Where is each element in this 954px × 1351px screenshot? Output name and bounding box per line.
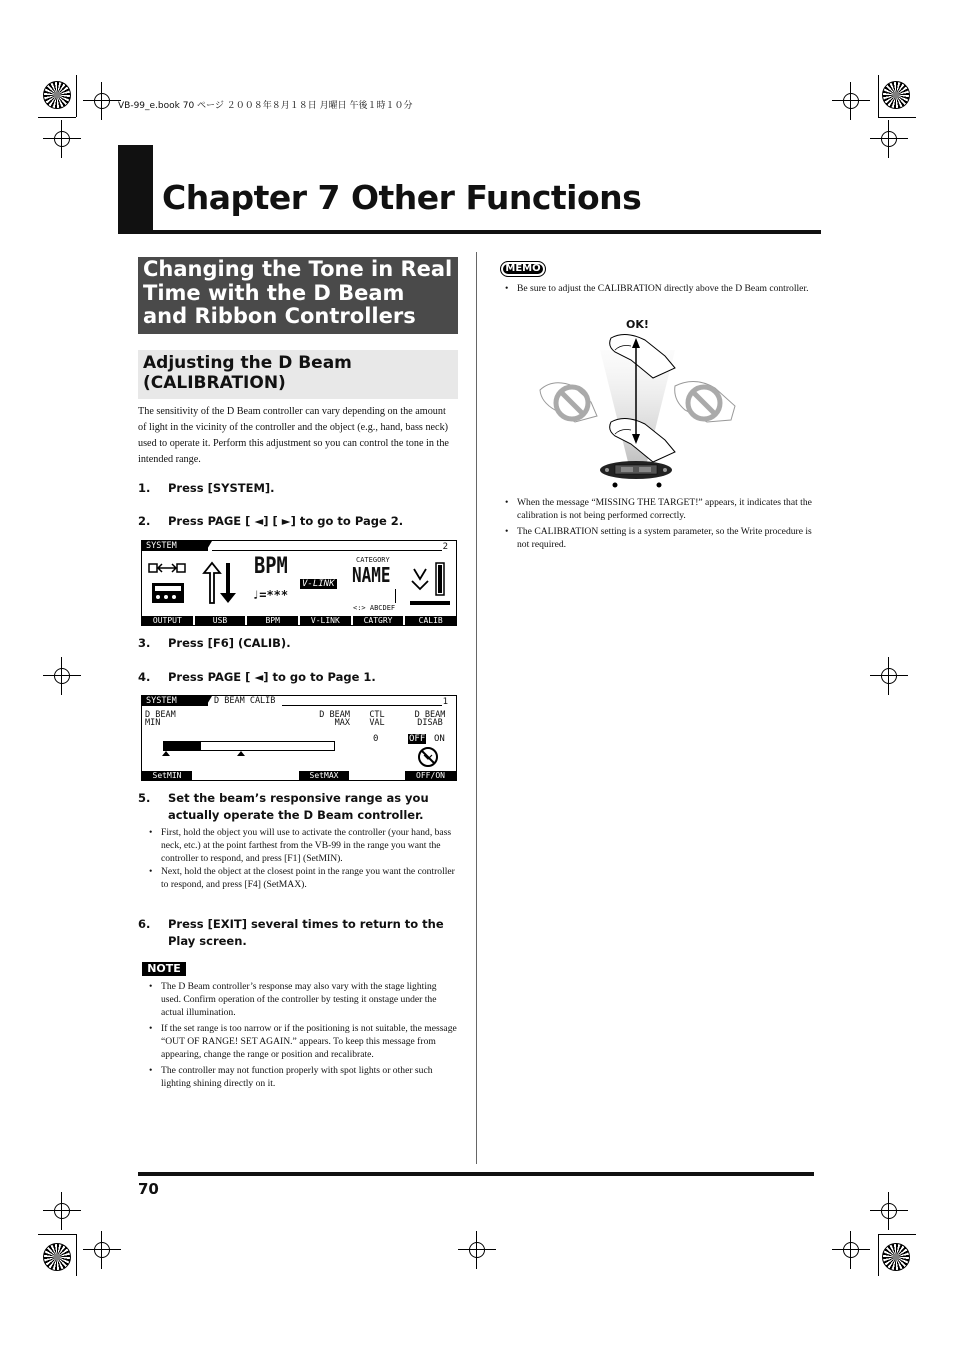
registration-sunburst (882, 81, 910, 109)
list-item: • The CALIBRATION setting is a system parameter, so the Write procedure is not required. (503, 525, 815, 551)
lcd-dbeam-calib (141, 695, 457, 781)
calib-range-bar (163, 741, 335, 751)
registration-mark (51, 128, 73, 150)
category-arrow (395, 589, 396, 603)
list-item: • If the set range is too narrow or if the positioning is not suitable, the message “OUT OF RANGE! SET AGAIN.” appears. To keep this message from appearing, change the range or position and recalibrate. (147, 1022, 457, 1061)
trim-line (878, 117, 916, 118)
fkey-calib[interactable]: CALIB (405, 616, 456, 625)
file-header: VB-99_e.book 70 ページ ２００８年８月１８日 月曜日 午後１時１０分 (118, 101, 413, 111)
list-item: • When the message “MISSING THE TARGET!” appears, it indicates that the calibration is not being performed correctly. (503, 496, 815, 522)
fkey-vlink[interactable]: V-LINK (300, 616, 351, 625)
function-key-row (142, 616, 456, 625)
memo-list (503, 282, 815, 295)
note-list (147, 980, 457, 1090)
column-divider (476, 252, 477, 1164)
min-marker (162, 751, 170, 756)
lcd-header-slant (206, 696, 212, 706)
chapter-tab (118, 145, 153, 232)
usb-icon (200, 559, 238, 607)
note-badge: NOTE (142, 962, 186, 976)
ctl-val-label: CTL VAL (369, 710, 385, 728)
calib-range-fill (164, 742, 201, 750)
registration-sunburst (43, 81, 71, 109)
no-beam-icon (417, 746, 439, 768)
registration-mark (51, 1200, 73, 1222)
calibration-illustration (535, 330, 745, 495)
ok-label: OK! (626, 318, 649, 331)
fkey-output[interactable]: OUTPUT (142, 616, 193, 625)
ctl-value: 0 (373, 734, 379, 744)
step-number: 6. (138, 917, 151, 931)
registration-mark (840, 1239, 862, 1261)
registration-mark (466, 1239, 488, 1261)
chapter-rule (118, 230, 821, 234)
on-option[interactable]: ON (434, 734, 445, 744)
lcd-header: SYSTEM (142, 696, 208, 706)
registration-sunburst (882, 1243, 910, 1271)
list-item: • Be sure to adjust the CALIBRATION directly above the D Beam controller. (503, 282, 815, 295)
step-number: 5. (138, 791, 151, 805)
registration-mark (878, 128, 900, 150)
lcd-system-page2 (141, 540, 457, 626)
off-option[interactable]: OFF (409, 734, 426, 744)
step-number: 2. (138, 514, 151, 528)
registration-sunburst (43, 1243, 71, 1271)
step-text: Press [EXIT] several times to return to the Play screen. (168, 917, 444, 948)
trim-line (878, 75, 879, 117)
max-marker (237, 751, 245, 756)
chapter-title: Chapter 7 Other Functions (162, 178, 642, 217)
dbeam-min-label: D BEAM MIN (145, 710, 176, 728)
step-text: Press [F6] (CALIB). (168, 636, 291, 650)
fkey-off-on[interactable]: OFF/ON (405, 771, 456, 780)
registration-mark (51, 665, 73, 687)
trim-line (878, 1234, 916, 1235)
registration-mark (91, 1239, 113, 1261)
subsection-title: Adjusting the D Beam (CALIBRATION) (143, 353, 352, 393)
output-icon (148, 559, 188, 607)
intro-paragraph: The sensitivity of the D Beam controller can vary depending on the amount of light in the vicinity of the controller and the object (e.g., hand, bass neck) used to operate it. Perform this adjustment so you can control the tone in the intended range. (138, 406, 449, 465)
memo-after-list (503, 496, 815, 551)
bpm-value: ♩=*** (252, 588, 289, 602)
list-item: • The D Beam controller’s response may also vary with the stage lighting used. Confirm operation of the controller by testing it onstage under the actual illumination. (147, 980, 457, 1019)
trim-line (76, 1234, 77, 1276)
step5-bullets (147, 826, 457, 891)
category-label: CATEGORY (356, 556, 390, 564)
step-text: Set the beam’s responsive range as you actually operate the D Beam controller. (168, 791, 429, 822)
dbeam-max-label: D BEAM MAX (319, 710, 350, 728)
lcd-header: SYSTEM (142, 541, 208, 551)
step-number: 3. (138, 636, 151, 650)
step-text: Press PAGE [ ◄] [ ►] to go to Page 2. (168, 514, 404, 528)
registration-mark (840, 90, 862, 112)
name-sublabel: <:> ABCDEF (353, 604, 396, 612)
name-label: NAME (352, 563, 391, 587)
trim-line (38, 117, 76, 118)
lcd-header-line (212, 550, 442, 551)
step-number: 4. (138, 670, 151, 684)
lcd-page-number: 2 (442, 542, 448, 552)
trim-line (878, 1234, 879, 1276)
footer-rule (138, 1172, 814, 1176)
memo-badge: MEMO (500, 261, 546, 277)
registration-mark (878, 665, 900, 687)
fkey-usb[interactable]: USB (195, 616, 246, 625)
page-number: 70 (138, 1180, 159, 1198)
step-number: 1. (138, 481, 151, 495)
trim-line (38, 1234, 76, 1235)
registration-mark (91, 90, 113, 112)
step-text: Press [SYSTEM]. (168, 481, 275, 495)
list-item: • Next, hold the object at the closest point in the range you want the controller to respond, and press [F4] (SetMAX). (147, 865, 457, 891)
vlink-label: V-LINK (302, 579, 335, 589)
lcd-page-number: 1 (442, 697, 448, 707)
fkey-setmin[interactable]: SetMIN (142, 771, 192, 780)
list-item: • First, hold the object you will use to activate the controller (your hand, bass neck, etc.) at the point farthest from the VB-99 in the range you want the controller to respond, and press [F1] (SetMIN). (147, 826, 457, 865)
registration-mark (878, 1200, 900, 1222)
step-text: Press PAGE [ ◄] to go to Page 1. (168, 670, 376, 684)
list-item: • The controller may not function properly with spot lights or other such lighting shining directly on it. (147, 1064, 457, 1090)
fkey-bpm[interactable]: BPM (247, 616, 298, 625)
fkey-catgry[interactable]: CATGRY (353, 616, 404, 625)
trim-line (76, 75, 77, 117)
bpm-label: BPM (254, 554, 288, 579)
fkey-setmax[interactable]: SetMAX (299, 771, 349, 780)
dbeam-calib-icon (408, 559, 452, 607)
lcd-header-line (282, 705, 442, 706)
dbeam-disab-label: D BEAM DISAB (414, 710, 446, 728)
lcd-subheader: D BEAM CALIB (214, 696, 276, 706)
section-title: Changing the Tone in Real Time with the D Beam and Ribbon Controllers (143, 257, 453, 328)
